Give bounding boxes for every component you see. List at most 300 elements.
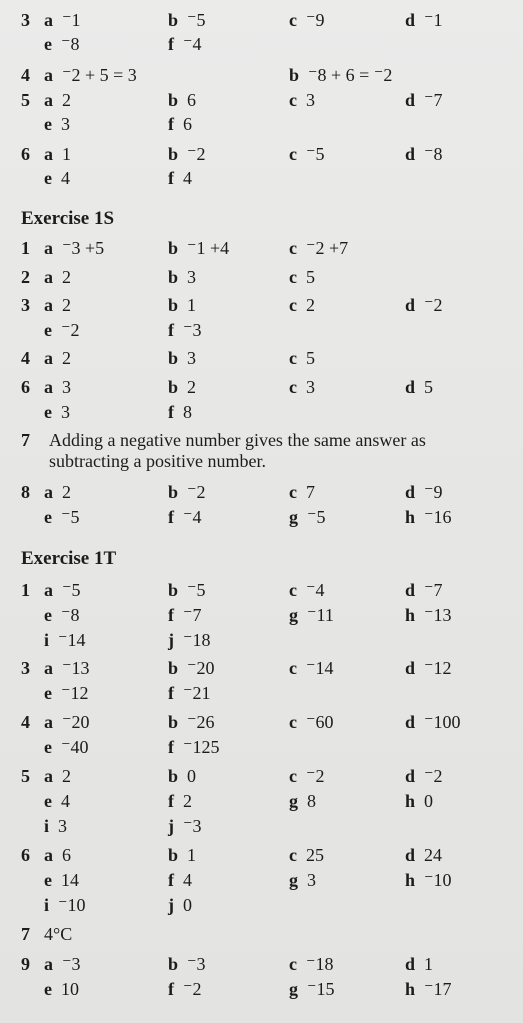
answer-item xyxy=(44,843,71,867)
answer-value: 6 xyxy=(62,845,71,865)
answer-row xyxy=(0,480,523,504)
answer-value: 2 xyxy=(62,348,71,368)
answer-item xyxy=(168,868,192,892)
answer-row xyxy=(0,142,523,166)
answer-item xyxy=(168,112,192,136)
part-letter: c xyxy=(289,144,297,164)
answer-item xyxy=(168,236,229,260)
part-letter: a xyxy=(44,238,53,258)
answer-value: ⁻20 xyxy=(62,712,90,732)
answer-item xyxy=(168,346,196,370)
part-letter: f xyxy=(168,402,174,422)
part-letter: f xyxy=(168,870,174,890)
answer-row xyxy=(0,843,523,867)
answer-row xyxy=(0,236,523,260)
answer-value: ⁻2 xyxy=(424,766,443,786)
part-letter: d xyxy=(405,377,416,397)
part-letter: c xyxy=(289,348,297,368)
part-letter: d xyxy=(405,712,416,732)
answer-value: 3 xyxy=(62,377,71,397)
part-letter: f xyxy=(168,114,174,134)
answer-value: ⁻5 xyxy=(307,507,326,527)
answer-item xyxy=(289,480,315,504)
answer-item xyxy=(168,265,196,289)
part-letter: b xyxy=(168,295,179,315)
part-letter: f xyxy=(168,737,174,757)
part-letter: c xyxy=(289,845,297,865)
answer-item xyxy=(168,375,196,399)
answer-item xyxy=(168,814,202,838)
answer-value: ⁻8 xyxy=(61,605,80,625)
answer-value: 2 xyxy=(187,377,197,397)
part-letter: a xyxy=(44,10,53,30)
answer-item xyxy=(44,166,70,190)
answer-value: ⁻10 xyxy=(58,895,86,915)
answer-item xyxy=(44,735,89,759)
answer-value: ⁻4 xyxy=(183,34,202,54)
answer-row xyxy=(0,32,523,56)
answer-value: ⁻4 xyxy=(183,507,202,527)
part-letter: i xyxy=(44,816,50,836)
answer-row xyxy=(0,789,523,813)
answer-item xyxy=(405,505,452,529)
part-letter: f xyxy=(168,168,174,188)
answer-value: ⁻1 xyxy=(424,10,443,30)
part-letter: f xyxy=(168,34,174,54)
answer-item xyxy=(168,952,206,976)
answer-item xyxy=(44,112,70,136)
part-letter: c xyxy=(289,267,297,287)
part-letter: g xyxy=(289,979,298,999)
answer-value: 8 xyxy=(183,402,192,422)
answer-item xyxy=(289,789,316,813)
answer-value: ⁻12 xyxy=(61,683,89,703)
answer-row xyxy=(0,814,523,838)
answer-item xyxy=(168,293,196,317)
answer-row xyxy=(0,868,523,892)
answer-value: 4°C xyxy=(44,924,73,944)
answer-item xyxy=(44,789,70,813)
part-letter: c xyxy=(289,90,297,110)
answer-value: 6 xyxy=(187,90,197,110)
question-number: 7 xyxy=(21,924,30,944)
answer-value: 3 xyxy=(306,90,315,110)
answer-row xyxy=(0,8,523,32)
answer-item xyxy=(168,893,192,917)
question-number: 2 xyxy=(21,267,30,287)
answer-item xyxy=(405,88,443,112)
answer-row xyxy=(0,922,523,946)
answer-item xyxy=(168,710,215,734)
answer-row xyxy=(0,505,523,529)
part-letter: c xyxy=(289,580,297,600)
part-letter: d xyxy=(405,580,416,600)
answer-row xyxy=(0,603,523,627)
question-number: 6 xyxy=(21,144,30,164)
answer-row xyxy=(0,63,523,87)
answer-value: 5 xyxy=(424,377,434,397)
question-number: 3 xyxy=(21,10,30,30)
exercise-heading: Exercise 1S xyxy=(21,208,115,229)
question-number: 1 xyxy=(21,580,30,600)
answer-value: 7 xyxy=(306,482,315,502)
answer-value: 3 xyxy=(58,816,68,836)
answer-value: 3 xyxy=(61,402,70,422)
part-letter: b xyxy=(168,238,179,258)
answer-item xyxy=(44,578,81,602)
answer-row xyxy=(0,375,523,399)
part-letter: d xyxy=(405,766,416,786)
part-letter: b xyxy=(168,377,179,397)
answer-row xyxy=(0,952,523,976)
part-letter: e xyxy=(44,683,52,703)
question-number: 6 xyxy=(21,377,30,397)
part-letter: b xyxy=(168,10,179,30)
answer-value: 5 xyxy=(306,348,315,368)
answer-value: 24 xyxy=(424,845,443,865)
answer-item xyxy=(289,505,326,529)
answer-item xyxy=(168,656,215,680)
answer-value: ⁻14 xyxy=(58,630,86,650)
part-letter: c xyxy=(289,954,297,974)
question-number: 3 xyxy=(21,658,30,678)
part-letter: e xyxy=(44,737,52,757)
answer-value: ⁻5 xyxy=(62,580,81,600)
part-letter: e xyxy=(44,870,52,890)
part-letter: b xyxy=(168,90,179,110)
part-letter: h xyxy=(405,979,416,999)
answer-value: ⁻2 xyxy=(61,320,80,340)
answer-item xyxy=(44,814,67,838)
answer-item xyxy=(168,735,220,759)
question-number: 7 xyxy=(21,430,30,450)
answer-row xyxy=(0,318,523,342)
answer-item xyxy=(289,656,334,680)
answer-value: ⁻2 +7 xyxy=(306,238,349,258)
answer-value: ⁻5 xyxy=(187,10,206,30)
answer-item xyxy=(44,63,137,87)
part-letter: j xyxy=(168,816,174,836)
answer-value: ⁻40 xyxy=(61,737,89,757)
part-letter: b xyxy=(168,482,179,502)
answer-value: ⁻26 xyxy=(187,712,215,732)
answer-row xyxy=(0,681,523,705)
answer-value: 0 xyxy=(183,895,192,915)
answer-item xyxy=(289,764,325,788)
answer-value: ⁻1 xyxy=(62,10,81,30)
part-letter: a xyxy=(44,377,53,397)
answer-item xyxy=(44,318,80,342)
answer-value: ⁻100 xyxy=(424,712,461,732)
answer-item xyxy=(168,603,202,627)
answer-item xyxy=(168,505,202,529)
part-letter: e xyxy=(44,605,52,625)
answer-item xyxy=(405,952,433,976)
answer-value: ⁻2 xyxy=(424,295,443,315)
part-letter: i xyxy=(44,895,50,915)
question-number: 8 xyxy=(21,482,30,502)
exercise-heading: Exercise 1T xyxy=(21,548,117,569)
answer-value: 3 xyxy=(61,114,70,134)
part-letter: a xyxy=(44,295,53,315)
answer-value: ⁻2 xyxy=(306,766,325,786)
answer-value: 2 xyxy=(183,791,192,811)
question-number: 1 xyxy=(21,238,30,258)
answer-item xyxy=(168,318,202,342)
answer-item xyxy=(168,789,192,813)
part-letter: b xyxy=(168,144,179,164)
part-letter: a xyxy=(44,658,53,678)
part-letter: c xyxy=(289,658,297,678)
part-letter: b xyxy=(168,954,179,974)
part-letter: b xyxy=(289,65,300,85)
part-letter: a xyxy=(44,90,53,110)
answer-value: ⁻14 xyxy=(306,658,334,678)
answer-value: 3 xyxy=(306,377,315,397)
answer-value: ⁻15 xyxy=(307,979,335,999)
answer-item xyxy=(168,8,206,32)
part-letter: c xyxy=(289,238,297,258)
answer-item xyxy=(44,893,86,917)
answer-value: ⁻5 xyxy=(61,507,80,527)
answer-item xyxy=(289,346,315,370)
question-number: 4 xyxy=(21,65,30,85)
answer-value: ⁻20 xyxy=(187,658,215,678)
part-letter: d xyxy=(405,295,416,315)
part-letter: b xyxy=(168,766,179,786)
answer-value: ⁻3 +5 xyxy=(62,238,105,258)
answer-row xyxy=(0,578,523,602)
answer-value: ⁻2 + 5 = 3 xyxy=(62,65,137,85)
part-letter: a xyxy=(44,65,53,85)
answer-item xyxy=(289,710,334,734)
answer-value: 3 xyxy=(187,348,197,368)
answer-item xyxy=(168,142,206,166)
answer-value: ⁻4 xyxy=(306,580,325,600)
answer-value: 2 xyxy=(62,766,71,786)
question-number: 9 xyxy=(21,954,30,974)
question-number: 6 xyxy=(21,845,30,865)
answer-item xyxy=(289,977,335,1001)
answer-item xyxy=(44,265,71,289)
answer-item xyxy=(44,628,86,652)
answer-item xyxy=(405,375,433,399)
answer-item xyxy=(405,603,452,627)
part-letter: c xyxy=(289,10,297,30)
answer-item xyxy=(168,400,192,424)
answer-value: ⁻11 xyxy=(307,605,334,625)
part-letter: c xyxy=(289,377,297,397)
part-letter: c xyxy=(289,766,297,786)
answer-item xyxy=(44,293,71,317)
answer-value: 1 xyxy=(62,144,71,164)
part-letter: b xyxy=(168,845,179,865)
part-letter: e xyxy=(44,34,52,54)
answer-item xyxy=(405,868,452,892)
question-number: 4 xyxy=(21,712,30,732)
answer-row xyxy=(0,265,523,289)
answer-value: ⁻3 xyxy=(183,320,202,340)
part-letter: g xyxy=(289,870,298,890)
answer-item xyxy=(405,843,442,867)
answer-row xyxy=(0,88,523,112)
part-letter: e xyxy=(44,507,52,527)
answer-row xyxy=(0,346,523,370)
part-letter: g xyxy=(289,605,298,625)
answer-value: ⁻9 xyxy=(424,482,443,502)
answer-item xyxy=(44,977,79,1001)
part-letter: f xyxy=(168,507,174,527)
answer-item xyxy=(289,88,315,112)
answer-item xyxy=(289,603,334,627)
question-number: 3 xyxy=(21,295,30,315)
answer-item xyxy=(44,922,72,946)
answer-value: 4 xyxy=(61,791,70,811)
part-letter: e xyxy=(44,791,52,811)
answer-value: 4 xyxy=(183,168,192,188)
answer-item xyxy=(289,236,348,260)
answer-row xyxy=(0,764,523,788)
part-letter: e xyxy=(44,979,52,999)
answer-item xyxy=(44,603,80,627)
answer-value: ⁻2 xyxy=(187,144,206,164)
answer-value: ⁻5 xyxy=(187,580,206,600)
answer-item xyxy=(405,710,461,734)
part-letter: a xyxy=(44,348,53,368)
part-letter: i xyxy=(44,630,50,650)
part-letter: a xyxy=(44,954,53,974)
answer-item xyxy=(405,293,443,317)
answer-item xyxy=(168,480,206,504)
question-number: 5 xyxy=(21,90,30,110)
answer-item xyxy=(289,868,316,892)
answer-value: 25 xyxy=(306,845,324,865)
answer-value: ⁻2 xyxy=(187,482,206,502)
part-letter: e xyxy=(44,168,52,188)
answer-row xyxy=(0,735,523,759)
answer-item xyxy=(289,63,392,87)
answer-item xyxy=(44,505,80,529)
answer-value: ⁻21 xyxy=(183,683,211,703)
answer-value: ⁻5 xyxy=(306,144,325,164)
answer-value: ⁻7 xyxy=(183,605,202,625)
answer-item xyxy=(44,32,80,56)
answer-value: ⁻7 xyxy=(424,580,443,600)
answer-row xyxy=(0,293,523,317)
answer-item xyxy=(44,480,71,504)
part-letter: j xyxy=(168,630,174,650)
answer-value: ⁻8 xyxy=(424,144,443,164)
answer-value: 4 xyxy=(183,870,192,890)
part-letter: h xyxy=(405,507,416,527)
answer-item xyxy=(44,656,90,680)
answer-item xyxy=(289,8,325,32)
part-letter: j xyxy=(168,895,174,915)
answer-value: ⁻17 xyxy=(424,979,452,999)
answer-value: 0 xyxy=(424,791,434,811)
answer-item xyxy=(289,843,324,867)
answer-item xyxy=(289,142,325,166)
part-letter: e xyxy=(44,114,52,134)
answer-item xyxy=(405,578,443,602)
question-number: 4 xyxy=(21,348,30,368)
answer-value: 5 xyxy=(306,267,315,287)
part-letter: a xyxy=(44,712,53,732)
answer-item xyxy=(168,977,202,1001)
part-letter: f xyxy=(168,605,174,625)
answer-value: ⁻8 + 6 = ⁻2 xyxy=(308,65,393,85)
question-number: 5 xyxy=(21,766,30,786)
answer-value: 1 xyxy=(187,845,197,865)
answer-item xyxy=(44,764,71,788)
answer-value: 10 xyxy=(61,979,79,999)
answer-item xyxy=(289,952,334,976)
answer-item xyxy=(168,681,211,705)
answer-item xyxy=(168,764,196,788)
part-letter: d xyxy=(405,482,416,502)
answer-value: 2 xyxy=(62,482,71,502)
part-letter: b xyxy=(168,580,179,600)
answer-item xyxy=(44,346,71,370)
answer-row xyxy=(0,656,523,680)
answer-item xyxy=(405,8,443,32)
answer-item xyxy=(405,789,433,813)
answer-value: 1 xyxy=(424,954,434,974)
answer-value: 2 xyxy=(62,90,71,110)
answer-item xyxy=(44,236,104,260)
answer-value: ⁻3 xyxy=(187,954,206,974)
answer-value: 14 xyxy=(61,870,79,890)
answer-value: ⁻60 xyxy=(306,712,334,732)
answer-item xyxy=(44,710,90,734)
part-letter: c xyxy=(289,482,297,502)
answer-value: 3 xyxy=(307,870,316,890)
answer-item xyxy=(168,578,206,602)
answer-value: ⁻13 xyxy=(424,605,452,625)
part-letter: d xyxy=(405,144,416,164)
answer-row xyxy=(0,977,523,1001)
answer-item xyxy=(289,375,315,399)
answer-text: Adding a negative number gives the same answer as subtracting a positive number. xyxy=(49,430,426,471)
answer-item xyxy=(405,764,443,788)
part-letter: f xyxy=(168,979,174,999)
answer-value: ⁻18 xyxy=(183,630,211,650)
answer-value: ⁻10 xyxy=(424,870,452,890)
answer-item xyxy=(168,628,211,652)
answer-item xyxy=(405,142,443,166)
part-letter: d xyxy=(405,10,416,30)
part-letter: a xyxy=(44,482,53,502)
part-letter: g xyxy=(289,791,298,811)
answer-value: ⁻3 xyxy=(62,954,81,974)
answer-value: ⁻12 xyxy=(424,658,452,678)
answer-item xyxy=(289,578,325,602)
answer-value: ⁻1 +4 xyxy=(187,238,230,258)
answer-value: ⁻7 xyxy=(424,90,443,110)
answer-value: 3 xyxy=(187,267,197,287)
answer-value: ⁻18 xyxy=(306,954,334,974)
answer-item xyxy=(405,480,443,504)
answer-row xyxy=(0,166,523,190)
answer-value: 2 xyxy=(62,267,71,287)
answer-value: 2 xyxy=(306,295,315,315)
answer-item xyxy=(405,977,452,1001)
answer-item xyxy=(44,375,71,399)
answer-row xyxy=(0,628,523,652)
part-letter: c xyxy=(289,712,297,732)
answer-value: ⁻13 xyxy=(62,658,90,678)
answer-item xyxy=(168,88,196,112)
